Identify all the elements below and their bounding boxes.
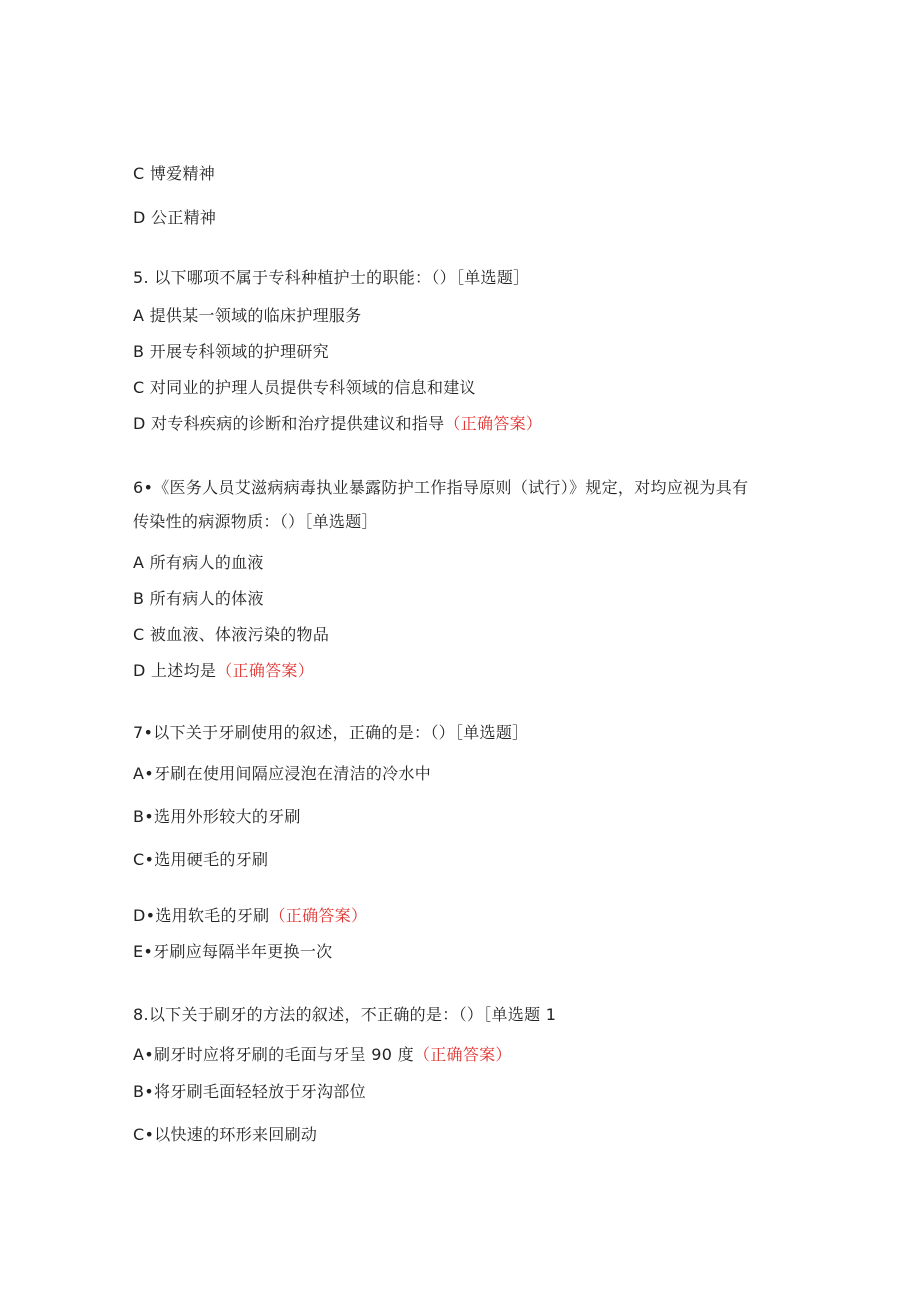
- correct-answer-marker: （正确答案）: [444, 414, 543, 433]
- q5-option-c: C 对同业的护理人员提供专科领域的信息和建议: [133, 378, 476, 397]
- q6-option-d-text: D 上述均是: [133, 661, 217, 680]
- q8-option-a-text: A•刷牙时应将牙刷的毛面与牙呈 90 度: [133, 1045, 414, 1064]
- q5-option-d-text: D 对专科疾病的诊断和治疗提供建议和指导: [133, 414, 445, 433]
- q7-option-d-text: D•选用软毛的牙刷: [133, 906, 270, 925]
- q8-option-a: [133, 1044, 512, 1066]
- q7-option-b: B•选用外形较大的牙刷: [133, 807, 301, 826]
- q7-option-d: [133, 905, 367, 927]
- q6-option-c: C 被血液、体液污染的物品: [133, 625, 330, 644]
- correct-answer-marker: （正确答案）: [269, 906, 368, 925]
- q8-option-b: B•将牙刷毛面轻轻放于牙沟部位: [133, 1082, 366, 1101]
- q6-option-d: [133, 660, 314, 682]
- q7-question: 7•以下关于牙刷使用的叙述，正确的是：（）［单选题］: [133, 723, 529, 742]
- q4-option-d: D 公正精神: [133, 208, 217, 227]
- correct-answer-marker: （正确答案）: [216, 661, 315, 680]
- q7-option-e: E•牙刷应每隔半年更换一次: [133, 942, 333, 961]
- q6-option-a: A 所有病人的血液: [133, 553, 264, 572]
- q6-question-line1: 6•《医务人员艾滋病病毒执业暴露防护工作指导原则（试行）》规定，对均应视为具有: [133, 478, 749, 497]
- q8-option-c: C•以快速的环形来回刷动: [133, 1125, 318, 1144]
- q8-question: 8.以下关于刷牙的方法的叙述，不正确的是：（）［单选题 1: [133, 1005, 557, 1024]
- q6-option-b: B 所有病人的体液: [133, 589, 264, 608]
- q5-option-b: B 开展专科领域的护理研究: [133, 342, 329, 361]
- q7-option-a: A•牙刷在使用间隔应浸泡在清洁的冷水中: [133, 764, 432, 783]
- q5-option-d: [133, 413, 542, 435]
- q4-option-c: C 博爱精神: [133, 164, 216, 183]
- q5-question: 5. 以下哪项不属于专科种植护士的职能：（）［单选题］: [133, 268, 530, 287]
- q7-option-c: C•选用硬毛的牙刷: [133, 850, 269, 869]
- correct-answer-marker: （正确答案）: [413, 1045, 512, 1064]
- q5-option-a: A 提供某一领域的临床护理服务: [133, 306, 362, 325]
- q6-question-line2: 传染性的病源物质：（）［单选题］: [133, 512, 378, 531]
